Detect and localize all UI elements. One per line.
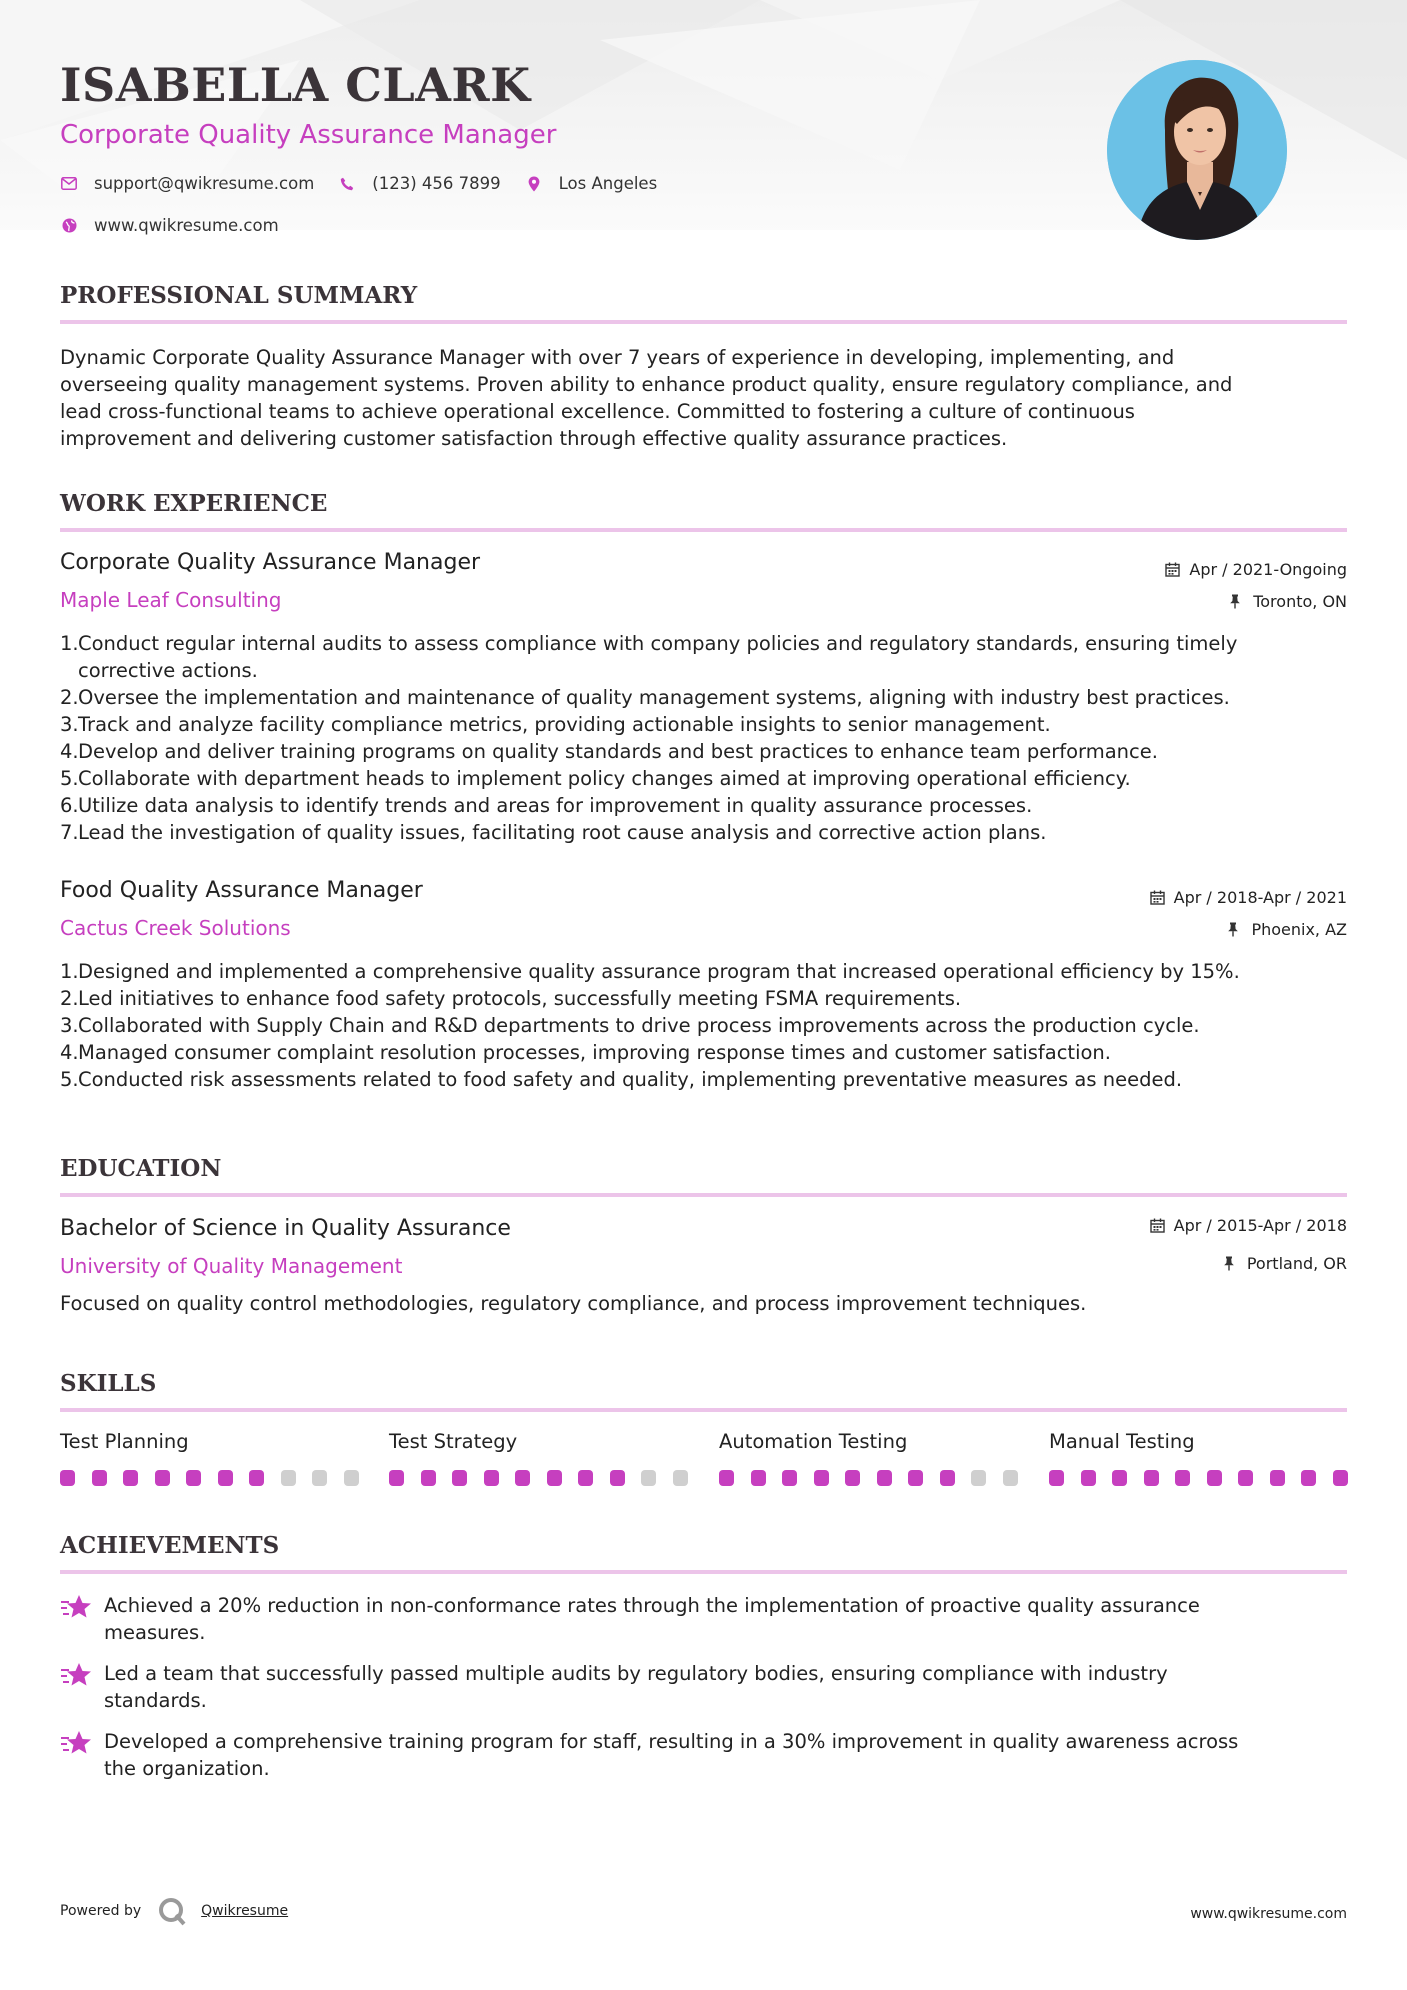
rating-dot-empty [1003,1470,1018,1486]
rating-dot-empty [971,1470,986,1486]
skill-name: Manual Testing [1049,1430,1195,1453]
contact-location [525,174,658,193]
education-location [1223,1254,1347,1273]
achievement-line: Developed a comprehensive training program for staff, resulting in a 30% improvement in quality awareness across [104,1730,1239,1753]
rating-dot-filled [186,1470,201,1486]
rating-dot-empty [641,1470,656,1486]
rating-dot-filled [908,1470,923,1486]
website-text: www.qwikresume.com [94,216,279,235]
list-item: 3. Collaborated with Supply Chain and R&D departments to drive process improvements across the production cycle. [60,1014,1200,1037]
rating-dot-filled [1207,1470,1222,1486]
rating-dot-filled [940,1470,955,1486]
rating-dot-filled [1144,1470,1159,1486]
achievement-item [60,1728,1347,1782]
rating-dot-empty [673,1470,688,1486]
email-text: support@qwikresume.com [94,174,315,193]
candidate-role: Corporate Quality Assurance Manager [60,120,557,150]
contact-phone[interactable] [338,174,500,193]
rating-dot-empty [281,1470,296,1486]
achievement-item [60,1592,1347,1646]
job-title: Food Quality Assurance Manager [60,878,423,903]
envelope-icon [60,175,78,193]
skill-rating [719,1470,1034,1486]
rating-dot-filled [578,1470,593,1486]
globe-icon [60,217,78,235]
skill-rating [389,1470,704,1486]
rating-dot-filled [1112,1470,1127,1486]
job-dates-text: Apr / 2021-Ongoing [1189,560,1347,579]
education-location-text: Portland, OR [1246,1254,1347,1273]
rating-dot-filled [1049,1470,1064,1486]
calendar-icon [1150,1218,1166,1234]
rating-dot-filled [610,1470,625,1486]
skill-name: Automation Testing [719,1430,908,1453]
list-item: 5. Collaborate with department heads to implement policy changes aimed at improving operational efficiency. [60,767,1131,790]
rating-dot-filled [60,1470,75,1486]
contact-email[interactable] [60,174,314,193]
education-dates [1150,1216,1347,1235]
job-location [1229,592,1347,611]
skill-item [389,1430,689,1453]
achievements-divider [60,1570,1347,1574]
list-item: 4. Develop and deliver training programs on quality standards and best practices to enhance team performance. [60,740,1158,763]
contact-row-website [60,216,303,235]
education-divider [60,1193,1347,1197]
summary-line: Dynamic Corporate Quality Assurance Manager with over 7 years of experience in developing, implementing, and [60,346,1175,369]
map-pin-icon [525,175,543,193]
experience-heading: WORK EXPERIENCE [60,490,328,517]
rating-dot-filled [845,1470,860,1486]
powered-by-text: Powered by [60,1903,142,1919]
shooting-star-icon [60,1592,92,1622]
pushpin-icon [1223,1256,1239,1272]
list-item: 1. Designed and implemented a comprehensive quality assurance program that increased operational efficiency by 15%. [60,960,1240,983]
location-text: Los Angeles [558,174,658,193]
phone-icon [338,175,356,193]
rating-dot-filled [547,1470,562,1486]
rating-dot-empty [312,1470,327,1486]
summary-line: lead cross-functional teams to achieve operational excellence. Committed to fostering a culture of continuous [60,400,1135,423]
list-item: 2. Oversee the implementation and maintenance of quality management systems, aligning with industry best practices. [60,686,1230,709]
skill-name: Test Planning [60,1430,189,1453]
rating-dot-filled [1301,1470,1316,1486]
achievement-line: measures. [104,1621,206,1644]
rating-dot-filled [515,1470,530,1486]
contact-row [60,174,681,193]
job-dates [1150,888,1347,907]
job-company: Cactus Creek Solutions [60,916,291,940]
rating-dot-filled [1238,1470,1253,1486]
job-dates-text: Apr / 2018-Apr / 2021 [1173,888,1347,907]
job-dates [1165,560,1347,579]
qwikresume-logo-icon [157,1896,187,1926]
achievement-line: standards. [104,1689,207,1712]
education-description: Focused on quality control methodologies, regulatory compliance, and process improvement techniques. [60,1292,1087,1315]
rating-dot-filled [92,1470,107,1486]
summary-line: improvement and delivering customer satisfaction through effective quality assurance practices. [60,427,1008,450]
job-company: Maple Leaf Consulting [60,588,282,612]
rating-dot-filled [218,1470,233,1486]
skill-rating [60,1470,375,1486]
achievement-item [60,1660,1347,1714]
rating-dot-filled [814,1470,829,1486]
education-dates-text: Apr / 2015-Apr / 2018 [1173,1216,1347,1235]
job-location [1227,920,1347,939]
list-item: 3. Track and analyze facility compliance metrics, providing actionable insights to senior management. [60,713,1051,736]
shooting-star-icon [60,1660,92,1690]
job-location-text: Phoenix, AZ [1251,920,1347,939]
list-item: 4. Managed consumer complaint resolution processes, improving response times and customer satisfaction. [60,1041,1111,1064]
job-title: Corporate Quality Assurance Manager [60,550,481,575]
contact-website[interactable] [60,216,279,235]
summary-text [60,344,1347,452]
rating-dot-filled [1081,1470,1096,1486]
profile-photo [1107,60,1287,240]
achievement-line: Achieved a 20% reduction in non-conformance rates through the implementation of proactive quality assurance [104,1594,1200,1617]
rating-dot-filled [249,1470,264,1486]
list-item: 7. Lead the investigation of quality issues, facilitating root cause analysis and corrective action plans. [60,821,1047,844]
rating-dot-filled [1175,1470,1190,1486]
shooting-star-icon [60,1728,92,1758]
degree-title: Bachelor of Science in Quality Assurance [60,1216,511,1241]
calendar-icon [1165,562,1181,578]
job-location-text: Toronto, ON [1253,592,1347,611]
skills-heading: SKILLS [60,1370,157,1397]
footer-url[interactable]: www.qwikresume.com [1190,1906,1347,1922]
rating-dot-filled [1333,1470,1348,1486]
summary-divider [60,320,1347,324]
education-heading: EDUCATION [60,1155,222,1182]
phone-text: (123) 456 7899 [372,174,501,193]
rating-dot-filled [389,1470,404,1486]
job-duties-list [60,630,1347,846]
summary-line: overseeing quality management systems. Proven ability to enhance product quality, ensure regulatory compliance, and [60,373,1233,396]
school-name: University of Quality Management [60,1254,403,1278]
skill-rating [1049,1470,1364,1486]
job-duties-list [60,958,1347,1093]
skills-divider [60,1408,1347,1412]
rating-dot-filled [452,1470,467,1486]
rating-dot-filled [484,1470,499,1486]
achievement-line: the organization. [104,1757,270,1780]
skill-item [60,1430,360,1453]
experience-divider [60,528,1347,532]
achievements-heading: ACHIEVEMENTS [60,1532,280,1559]
skill-item [719,1430,1019,1453]
skill-name: Test Strategy [389,1430,518,1453]
footer-powered-by [60,1896,288,1926]
rating-dot-filled [751,1470,766,1486]
list-item: 6. Utilize data analysis to identify trends and areas for improvement in quality assurance processes. [60,794,1033,817]
candidate-name: ISABELLA CLARK [60,58,531,112]
rating-dot-filled [782,1470,797,1486]
calendar-icon [1150,890,1166,906]
achievement-line: Led a team that successfully passed multiple audits by regulatory bodies, ensuring compliance with industry [104,1662,1168,1685]
skill-item [1049,1430,1349,1453]
list-item: 5. Conducted risk assessments related to food safety and quality, implementing preventative measures as needed. [60,1068,1183,1091]
summary-heading: PROFESSIONAL SUMMARY [60,282,418,309]
list-item: 1. Conduct regular internal audits to assess compliance with company policies and regulatory standards, ensuring timely corrective actions. [60,632,1238,682]
rating-dot-empty [344,1470,359,1486]
rating-dot-filled [719,1470,734,1486]
rating-dot-filled [1270,1470,1285,1486]
pushpin-icon [1229,594,1245,610]
list-item: 2. Led initiatives to enhance food safety protocols, successfully meeting FSMA requirements. [60,987,962,1010]
brand-link[interactable]: Qwikresume [201,1903,289,1919]
rating-dot-filled [877,1470,892,1486]
pushpin-icon [1227,922,1243,938]
rating-dot-filled [155,1470,170,1486]
rating-dot-filled [123,1470,138,1486]
rating-dot-filled [421,1470,436,1486]
